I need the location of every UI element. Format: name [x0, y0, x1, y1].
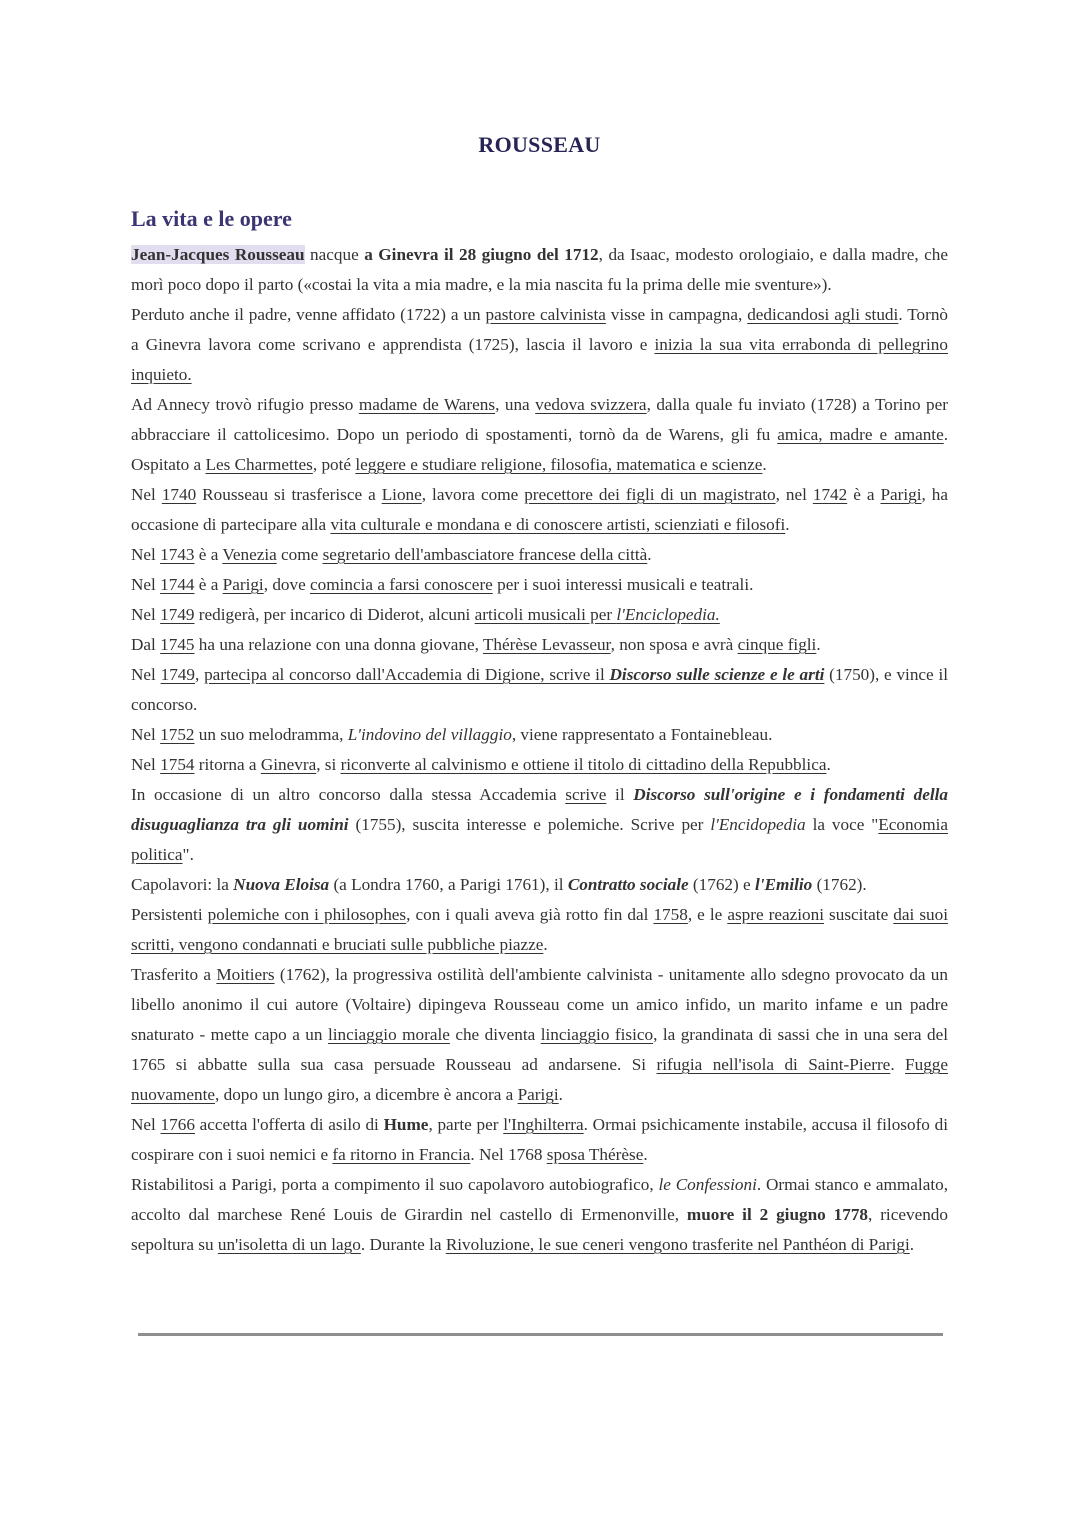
underlined-text: Rivoluzione, le sue ceneri vengono trasferite nel Panthéon di Parigi: [445, 1235, 910, 1254]
underlined-text: Venezia: [222, 545, 277, 564]
paragraph-youth: [131, 300, 948, 390]
underlined-text: Parigi: [222, 575, 264, 594]
text: . Ospitato a: [131, 425, 948, 474]
text: nacque: [304, 245, 365, 264]
underlined-text: 1758: [653, 905, 688, 924]
bold-text: a Ginevra il 28 giugno del 1712: [364, 245, 599, 264]
underlined-bold-italic-text: Discorso sulle scienze e le arti: [609, 665, 825, 684]
text: .: [816, 635, 821, 654]
underlined-text: un'isoletta di un lago: [217, 1235, 361, 1254]
paragraph-1743: [131, 540, 948, 570]
underlined-text: dedicandosi agli studi: [747, 305, 899, 324]
text: Nel: [131, 485, 162, 504]
text: , dalla quale fu inviato (1728) a Torino per abbracciare il cattolicesimo. Dopo un periodo di spostamenti, tornò da de Warens, gli fu: [131, 395, 949, 444]
text: .: [785, 515, 790, 534]
underlined-text: Parigi: [880, 485, 922, 504]
text: (a Londra 1760, a Parigi 1761), il: [329, 875, 568, 894]
body-text: [131, 240, 948, 1260]
text: Persistenti: [131, 905, 208, 924]
bold-italic-text: Nuova Eloisa: [233, 875, 330, 894]
text: ha una relazione con una donna giovane,: [194, 635, 483, 654]
text: , dove: [263, 575, 311, 594]
text: , lavora come: [421, 485, 525, 504]
paragraph-annecy: [131, 390, 948, 480]
text: il: [606, 785, 634, 804]
text: (1762) e: [688, 875, 755, 894]
paragraph-polemiche: [131, 900, 948, 960]
underlined-text: l'Inghilterra: [503, 1115, 584, 1134]
paragraph-1745: [131, 630, 948, 660]
text: Nel: [131, 725, 161, 744]
underlined-text: 1740: [161, 485, 197, 504]
page-title: ROUSSEAU: [478, 132, 601, 157]
text: Dal: [131, 635, 161, 654]
text: Nel: [131, 1115, 161, 1134]
underlined-text: Moitiers: [216, 965, 275, 984]
underlined-text: 1743: [160, 545, 195, 564]
text: è a: [194, 545, 223, 564]
underlined-text: Ginevra: [260, 755, 317, 774]
underlined-text: linciaggio fisico: [540, 1025, 654, 1044]
bold-italic-text: l'Emilio: [754, 875, 813, 894]
underlined-text: 1752: [160, 725, 195, 744]
underlined-text: Les Charmettes: [205, 455, 313, 474]
underlined-text: 1742: [812, 485, 848, 504]
underlined-text: scrive: [565, 785, 607, 804]
text: .: [643, 1145, 648, 1164]
text: . Nel 1768: [470, 1145, 547, 1164]
text: (1750), e vince il concorso.: [131, 665, 949, 714]
underlined-text: sposa Thérèse: [546, 1145, 644, 1164]
text: ritorna a: [194, 755, 261, 774]
text: , una: [495, 395, 536, 414]
paragraph-1766: [131, 1110, 948, 1170]
text: .: [762, 455, 767, 474]
underlined-text: aspre reazioni: [727, 905, 824, 924]
text: , ha occasione di partecipare alla: [131, 485, 949, 534]
italic-text: l'Encidopedia: [710, 815, 806, 834]
underlined-text: vedova svizzera: [535, 395, 647, 414]
underlined-text: riconverte al calvinismo e ottiene il titolo di cittadino della Repubblica: [340, 755, 827, 774]
text: è a: [847, 485, 881, 504]
underlined-text: rifugia nell'isola di Saint-Pierre: [656, 1055, 891, 1074]
underlined-text: Fugge nuovamente: [131, 1055, 949, 1104]
section-heading: La vita e le opere: [131, 206, 292, 231]
text: Rousseau si trasferisce a: [196, 485, 382, 504]
text: Trasferito a: [131, 965, 217, 984]
underlined-text: amica, madre e amante: [777, 425, 944, 444]
text: Nel: [131, 575, 161, 594]
underlined-text: polemiche con i philosophes: [207, 905, 407, 924]
text: è a: [194, 575, 223, 594]
highlighted-name: Jean-Jacques Rousseau: [131, 245, 305, 264]
underlined-text: 1749: [160, 605, 195, 624]
text: redigerà, per incarico di Diderot, alcuni: [194, 605, 475, 624]
underlined-text: Lione: [381, 485, 422, 504]
paragraph-1744: [131, 570, 948, 600]
text: , con i quali aveva già rotto fin dal: [406, 905, 654, 924]
underlined-text: linciaggio morale: [327, 1025, 450, 1044]
underlined-text: pastore calvinista: [485, 305, 606, 324]
text: In occasione di un altro concorso dalla stessa Accademia: [131, 785, 566, 804]
underlined-text: segretario dell'ambasciatore francese della città: [322, 545, 648, 564]
text: , da Isaac, modesto orologiaio, e dalla madre, che morì poco dopo il parto («costai la vita a mia madre, e la mia nascita fu la prima delle mie sventure»).: [131, 245, 948, 294]
underlined-text: Parigi: [517, 1085, 559, 1104]
underlined-text: 1745: [160, 635, 195, 654]
underlined-text: dai suoi scritti, vengono condannati e bruciati sulle pubbliche piazze: [131, 905, 948, 954]
text: Ad Annecy trovò rifugio presso: [131, 395, 359, 414]
text: (1755), suscita interesse e polemiche. Scrive per: [348, 815, 711, 834]
text: . Ormai psichicamente instabile, accusa il filosofo di cospirare con i suoi nemici e: [131, 1115, 948, 1164]
underlined-text: leggere e studiare religione, filosofia, matematica e scienze: [355, 455, 763, 474]
paragraph-1749-diderot: [131, 600, 948, 630]
text: , poté: [312, 455, 356, 474]
text: , non sposa e avrà: [610, 635, 738, 654]
text: come: [276, 545, 323, 564]
underlined-text: 1754: [160, 755, 195, 774]
underlined-italic-text: l'Enciclopedia.: [616, 605, 720, 624]
text: un suo melodramma,: [194, 725, 348, 744]
paragraph-ultimi-anni: [131, 1170, 948, 1260]
underlined-text: cinque figli: [737, 635, 817, 654]
text: , nel: [775, 485, 813, 504]
text: Nel: [131, 605, 161, 624]
text: (1762).: [812, 875, 867, 894]
underlined-text: inizia la sua vita errabonda di pellegrino inquieto.: [131, 335, 948, 384]
underlined-text: 1744: [160, 575, 195, 594]
underlined-text: Thérèse Levasseur: [482, 635, 611, 654]
italic-text: L'indovino del villaggio: [347, 725, 512, 744]
underlined-text: vita culturale e mondana e di conoscere artisti, scienziati e filosofi: [330, 515, 786, 534]
text: per i suoi interessi musicali e teatrali.: [492, 575, 754, 594]
text: Nel: [131, 755, 161, 774]
paragraph-discorso-disuguaglianza: [131, 780, 948, 870]
text: , parte per: [428, 1115, 504, 1134]
text: , si: [316, 755, 341, 774]
text: , ricevendo sepoltura su: [131, 1205, 948, 1254]
paragraph-birth: [131, 240, 948, 300]
text: .: [826, 755, 831, 774]
underlined-text: Economia politica: [131, 815, 948, 864]
bold-text: muore il 2 giugno 1778: [686, 1205, 869, 1224]
paragraph-1754: [131, 750, 948, 780]
text: . Tornò a Ginevra lavora come scrivano e apprendista (1725), lascia il lavoro e: [131, 305, 949, 354]
underlined-text: precettore dei figli di un magistrato: [524, 485, 776, 504]
text: .: [543, 935, 548, 954]
text: suscitate: [823, 905, 894, 924]
text: accetta l'offerta di asilo di: [194, 1115, 384, 1134]
text: .: [909, 1235, 915, 1254]
underlined-text: comincia a farsi conoscere: [310, 575, 493, 594]
paragraph-capolavori: [131, 870, 948, 900]
text: . Ormai stanco e ammalato, accolto dal marchese René Louis de Girardin nel castello di Ermenonville,: [131, 1175, 948, 1224]
text: Capolavori: la: [131, 875, 234, 894]
text: visse in campagna,: [605, 305, 748, 324]
text: Nel: [131, 665, 161, 684]
italic-text: le Confessioni: [658, 1175, 757, 1194]
underlined-text: partecipa al concorso dall'Accademia di Digione, scrive il: [204, 665, 610, 684]
text: (1762), la progressiva ostilità dell'ambiente calvinista - unitamente allo sdegno provocato da un libello anonimo il cui autore (Voltaire) dipingeva Rousseau come un amico infido, un marito infame e un padre snaturato - mette capo a un: [131, 965, 948, 1044]
text: ".: [182, 845, 194, 864]
underlined-text: madame de Warens: [358, 395, 496, 414]
horizontal-divider: [138, 1333, 943, 1336]
text: , e le: [687, 905, 728, 924]
underlined-text: articoli musicali per: [474, 605, 617, 624]
bold-italic-text: Contratto sociale: [567, 875, 689, 894]
text: .: [647, 545, 652, 564]
bold-text: Hume: [383, 1115, 429, 1134]
paragraph-1752: [131, 720, 948, 750]
text: , la grandinata di sassi che in una sera del 1765 si abbatte sulla sua casa persuade Rousseau ad andarsene. Si: [131, 1025, 949, 1074]
text: Ristabilitosi a Parigi, porta a compimento il suo capolavoro autobiografico,: [131, 1175, 659, 1194]
text: , dopo un lungo giro, a dicembre è ancora a: [215, 1085, 518, 1104]
paragraph-1740: [131, 480, 948, 540]
underlined-text: 1766: [160, 1115, 195, 1134]
paragraph-moitiers: [131, 960, 948, 1110]
underlined-text: 1749: [160, 665, 195, 684]
text: Nel: [131, 545, 161, 564]
text: la voce ": [805, 815, 879, 834]
text: ,: [194, 665, 205, 684]
text: che diventa: [449, 1025, 541, 1044]
text: .: [890, 1055, 906, 1074]
text: , viene rappresentato a Fontainebleau.: [511, 725, 773, 744]
bold-italic-text: Discorso sull'origine e i fondamenti della disuguaglianza tra gli uomini: [131, 785, 948, 834]
text: . Durante la: [360, 1235, 446, 1254]
underlined-text: fa ritorno in Francia: [332, 1145, 471, 1164]
paragraph-1749-concorso: [131, 660, 948, 720]
text: Perduto anche il padre, venne affidato (1722) a un: [131, 305, 486, 324]
text: .: [558, 1085, 563, 1104]
